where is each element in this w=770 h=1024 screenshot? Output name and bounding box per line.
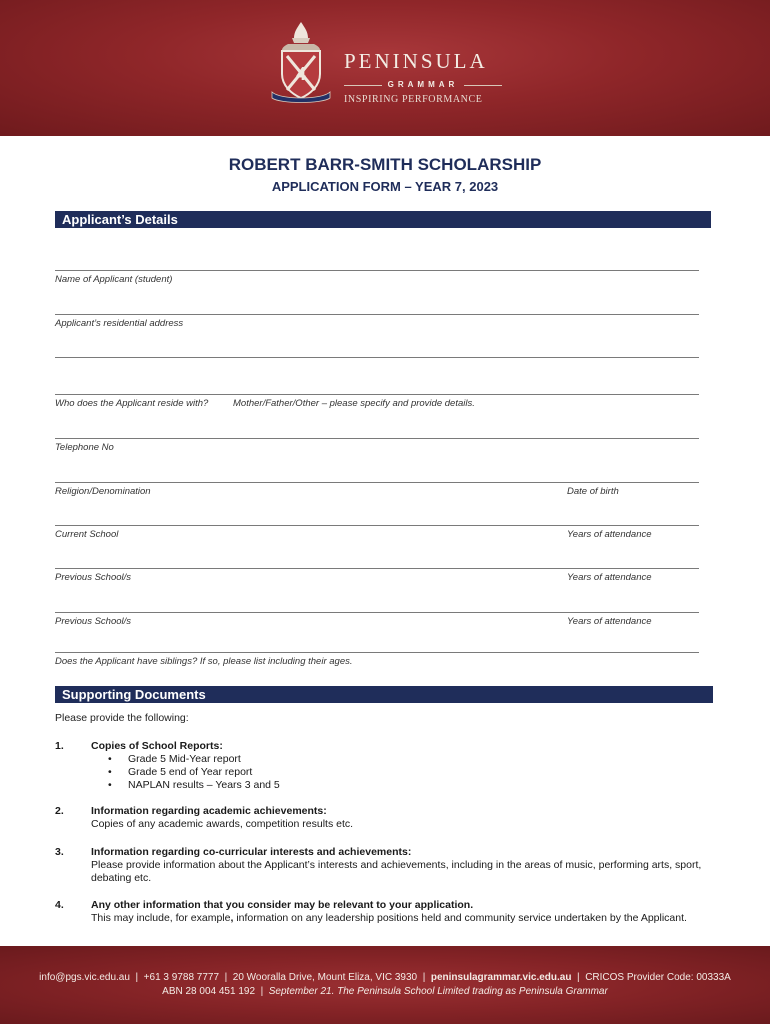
footer-separator: | [577,972,580,983]
footer-website[interactable]: peninsulagrammar.vic.edu.au [430,972,572,983]
item-number: 1. [55,740,64,752]
current-school-field-line[interactable] [55,525,699,526]
dob-label: Date of birth [567,486,619,497]
telephone-field-line[interactable] [55,438,699,439]
years-attendance-label: Years of attendance [567,572,652,583]
footer-abn: ABN 28 004 451 192 [162,986,256,997]
item-heading: Copies of School Reports: [91,740,223,752]
previous-school-field-line-2[interactable] [55,612,699,613]
item-bullets [91,753,715,792]
years-attendance-label: Years of attendance [567,616,652,627]
resides-with-hint: Mother/Father/Other – please specify and provide details. [233,398,475,409]
supporting-intro: Please provide the following: [55,712,189,724]
school-crest-icon [270,20,332,104]
page-footer [0,946,770,1024]
divider [344,85,382,86]
section-heading-applicant: Applicant’s Details [55,211,711,228]
item-text: Please provide information about the Applicant’s interests and achievements, including in the areas of music, performing arts, sport, debating etc. [91,859,702,884]
item-heading: Information regarding academic achievements: [91,805,327,817]
address-field-label: Applicant’s residential address [55,318,184,329]
previous-school-label: Previous School/s [55,616,132,627]
divider [464,85,502,86]
footer-contact-line [0,972,770,983]
brand-sub-wrap [344,80,502,92]
previous-school-field-line[interactable] [55,568,699,569]
document-title: ROBERT BARR-SMITH SCHOLARSHIP [228,155,542,174]
item-number: 2. [55,805,64,817]
footer-legal: September 21. The Peninsula School Limited trading as Peninsula Grammar [268,986,608,997]
item-number: 3. [55,846,64,858]
footer-separator: | [422,972,426,983]
siblings-field-line[interactable] [55,652,699,653]
item-text: Copies of any academic awards, competition results etc. [91,818,354,830]
brand-tagline: INSPIRING PERFORMANCE [344,94,483,105]
section-heading-supporting: Supporting Documents [55,686,713,703]
address-field-line-2[interactable] [55,357,699,358]
address-field-line[interactable] [55,314,699,315]
item-heading: Any other information that you consider may be relevant to your application. [91,899,474,911]
name-field-label: Name of Applicant (student) [55,274,173,285]
religion-field-line[interactable] [55,482,699,483]
telephone-label: Telephone No [55,442,114,453]
siblings-label: Does the Applicant have siblings? If so, please list including their ages. [55,656,353,667]
footer-email[interactable]: info@pgs.vic.edu.au [39,972,130,983]
resides-with-field-line[interactable] [55,394,699,395]
document-subtitle: APPLICATION FORM – YEAR 7, 2023 [271,179,499,194]
svg-text:4: 4 [296,63,306,85]
item-heading: Information regarding co-curricular interests and achievements: [91,846,412,858]
footer-separator: | [260,986,264,997]
item-text: This may include, for example, information on any leadership positions held and community service undertaken by the Applicant. [91,912,687,924]
footer-phone: +61 3 9788 7777 [143,972,220,983]
item-text-part: information on any leadership positions held and community service undertaken by the Applicant. [236,912,687,924]
brand-sub: GRAMMAR [387,80,459,89]
brand-name: PENINSULA [344,49,488,73]
current-school-label: Current School [55,529,119,540]
page-header [0,0,770,136]
bullet-item: • Grade 5 Mid-Year report [108,753,715,766]
footer-separator: | [135,972,139,983]
years-attendance-label: Years of attendance [567,529,652,540]
previous-school-label: Previous School/s [55,572,132,583]
resides-with-label: Who does the Applicant reside with? [55,398,209,409]
bullet-item: • Grade 5 end of Year report [108,766,715,779]
item-text-part: This may include, for example [91,912,231,924]
bullet-item: • NAPLAN results – Years 3 and 5 [108,779,715,792]
footer-legal-line [0,986,770,997]
item-number: 4. [55,899,64,911]
footer-cricos: CRICOS Provider Code: 00333A [585,972,731,983]
religion-label: Religion/Denomination [55,486,151,497]
name-field-line[interactable] [55,270,699,271]
footer-address: 20 Wooralla Drive, Mount Eliza, VIC 3930 [232,972,418,983]
footer-separator: | [224,972,228,983]
